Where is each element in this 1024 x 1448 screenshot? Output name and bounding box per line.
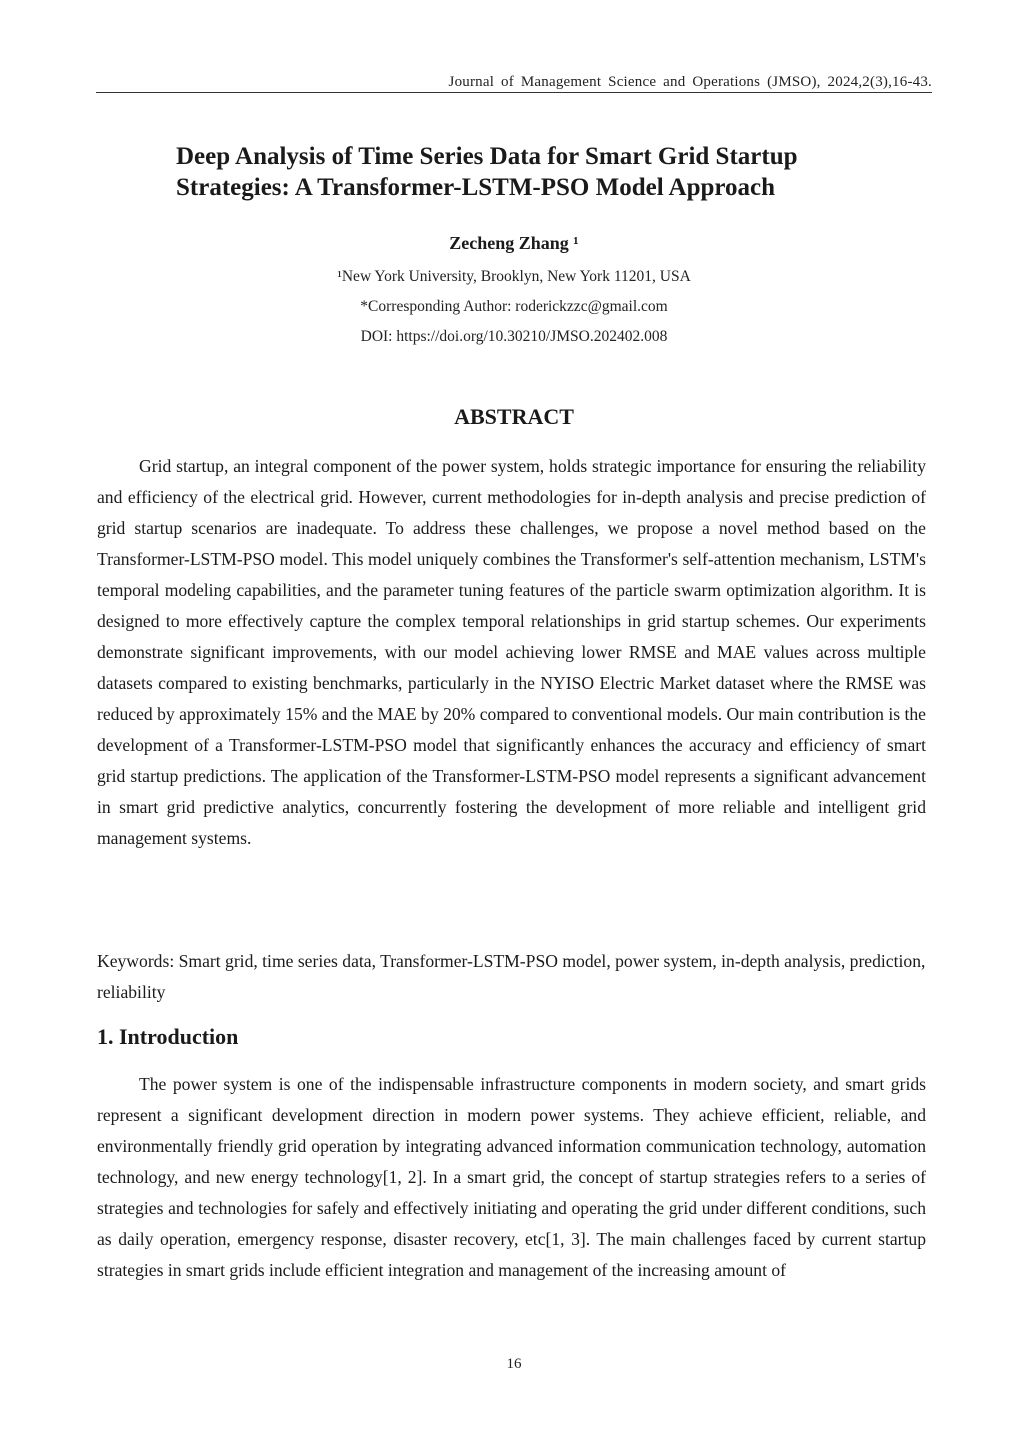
header-rule bbox=[96, 92, 932, 93]
paper-title-line-1: Deep Analysis of Time Series Data for Smart Grid Startup bbox=[176, 143, 798, 170]
paper-title bbox=[96, 141, 932, 203]
keywords: Keywords: Smart grid, time series data, Transformer-LSTM-PSO model, power system, in-depth analysis, prediction, reliability bbox=[97, 951, 926, 1002]
abstract-heading: ABSTRACT bbox=[454, 404, 574, 429]
page-number: 16 bbox=[506, 1356, 522, 1372]
corresponding-author: *Corresponding Author: roderickzzc@gmail.com bbox=[360, 298, 668, 315]
abstract-text: Grid startup, an integral component of the power system, holds strategic importance for ensuring the reliability and efficiency of the electrical grid. However, current methodologies for in-depth analysis and precise prediction of grid startup scenarios are inadequate. To address these challenges, we propose a novel method based on the Transformer-LSTM-PSO model. This model uniquely combines the Transformer's self-attention mechanism, LSTM's temporal modeling capabilities, and the parameter tuning features of the particle swarm optimization algorithm. It is designed to more effectively capture the complex temporal relationships in grid startup schemes. Our experiments demonstrate significant improvements, with our model achieving lower RMSE and MAE values across multiple datasets compared to existing benchmarks, particularly in the NYISO Electric Market dataset where the RMSE was reduced by approximately 15% and the MAE by 20% compared to conventional models. Our main contribution is the development of a Transformer-LSTM-PSO model that significantly enhances the accuracy and efficiency of smart grid startup predictions. The application of the Transformer-LSTM-PSO model represents a significant advancement in smart grid predictive analytics, concurrently fostering the development of more reliable and intelligent grid management systems. bbox=[97, 456, 926, 848]
running-header: Journal of Management Science and Operations (JMSO), 2024,2(3),16-43. bbox=[448, 74, 932, 90]
author-name: Zecheng Zhang ¹ bbox=[449, 233, 579, 253]
section-heading-introduction: 1. Introduction bbox=[97, 1024, 239, 1049]
paper-title-line-2: Strategies: A Transformer-LSTM-PSO Model Approach bbox=[176, 174, 776, 201]
introduction-text: The power system is one of the indispensable infrastructure components in modern society, and smart grids represent a significant development direction in modern power systems. They achieve efficient, reliable, and environmentally friendly grid operation by integrating advanced information communication technology, automation technology, and new energy technology[1, 2]. In a smart grid, the concept of startup strategies refers to a series of strategies and technologies for safely and effectively initiating and operating the grid under different conditions, such as daily operation, emergency response, disaster recovery, etc[1, 3]. The main challenges faced by current startup strategies in smart grids include efficient integration and management of the increasing amount of bbox=[97, 1074, 926, 1280]
doi-line: DOI: https://doi.org/10.30210/JMSO.202402.008 bbox=[360, 328, 668, 345]
author-affiliation: ¹New York University, Brooklyn, New York 11201, USA bbox=[337, 268, 691, 285]
